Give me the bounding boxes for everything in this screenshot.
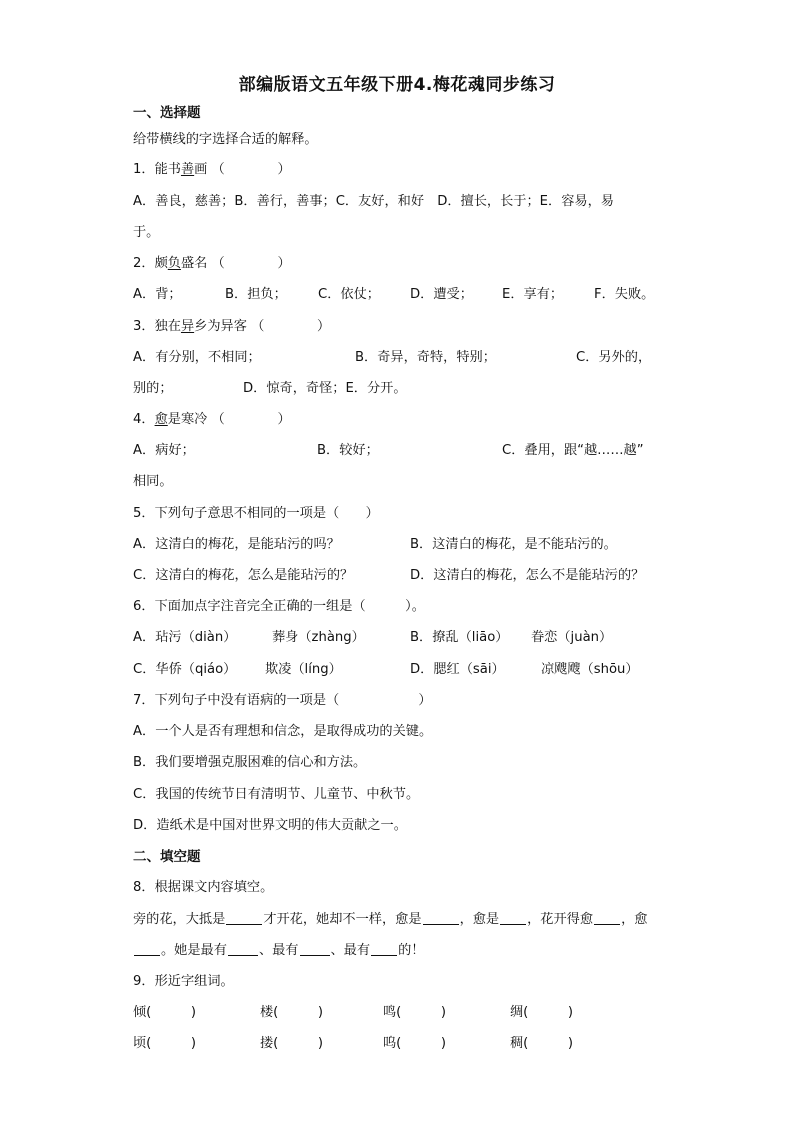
question-7-option-a: A．一个人是否有理想和信念，是取得成功的关键。 (133, 724, 433, 739)
question-5: 5．下列句子意思不相同的一项是（ ） (133, 506, 379, 521)
question-4-underlined-char: 愈 (154, 412, 168, 427)
question-2-option-d: D．遭受； (410, 287, 473, 302)
question-6-option-d-2: 凉飕飕（shōu） (541, 662, 639, 677)
question-2-option-c: C．依仗； (318, 287, 380, 302)
instruction-text: 给带横线的字选择合适的解释。 (133, 132, 318, 147)
q8-text-part: ，愈是 (459, 912, 500, 927)
question-1 (133, 161, 291, 179)
q9-word-cell[interactable]: 鸣( ) (383, 1005, 447, 1020)
q8-text-part: 、最有 (330, 943, 371, 958)
q9-word-cell[interactable]: 顷( ) (133, 1036, 197, 1051)
question-3-option-c: C．另外的， (576, 350, 652, 365)
question-2-option-f: F．失败。 (594, 287, 655, 302)
question-4 (133, 411, 291, 429)
question-4-option-a: A．病好； (133, 443, 195, 458)
fill-blank[interactable] (226, 910, 262, 925)
question-6: 6．下面加点字注音完全正确的一组是（ ）。 (133, 599, 425, 614)
question-1-underlined-char: 善 (180, 162, 195, 177)
question-3-option-de: D．惊奇，奇怪；E．分开。 (243, 381, 407, 396)
question-2-option-b: B．担负； (225, 287, 287, 302)
question-8-text-line-1 (133, 910, 647, 929)
question-6-option-a-2: 葬身（zhàng） (272, 630, 365, 645)
question-1-options-line-2: 于。 (133, 225, 160, 240)
question-7-option-d: D．造纸术是中国对世界文明的伟大贡献之一。 (133, 818, 407, 833)
question-5-option-c: C．这清白的梅花，怎么是能玷污的？ (133, 568, 354, 583)
question-6-option-b-2: 眷恋（juàn） (531, 630, 613, 645)
question-4-option-b: B．较好； (317, 443, 379, 458)
fill-blank[interactable] (423, 910, 459, 925)
question-3-option-b: B．奇异，奇特，特别； (355, 350, 496, 365)
question-5-option-d: D．这清白的梅花，怎么不是能玷污的？ (410, 568, 645, 583)
question-3-prefix: 3．独在 (133, 319, 181, 334)
fill-blank[interactable] (500, 910, 526, 925)
question-6-option-c-2: 欺凌（líng） (265, 662, 342, 677)
page-title: 部编版语文五年级下册4.梅花魂同步练习 (238, 75, 556, 95)
q9-word-cell[interactable]: 楼( ) (260, 1005, 324, 1020)
question-6-option-a-1: A．玷污（diàn） (133, 630, 237, 645)
question-5-option-b: B．这清白的梅花，是不能玷污的。 (410, 537, 617, 552)
fill-blank[interactable] (594, 910, 620, 925)
question-2-underlined-char: 负 (167, 256, 181, 271)
question-8: 8．根据课文内容填空。 (133, 880, 274, 895)
question-8-text-line-2 (133, 941, 424, 960)
question-6-option-c-1: C．华侨（qiáo） (133, 662, 237, 677)
question-1-options-line-1: A．善良，慈善；B．善行，善事；C．友好，和好 D．擅长，长于；E．容易，易 (133, 194, 614, 209)
question-4-option-c: C．叠用，跟“越……越” (502, 443, 644, 458)
q9-word-cell[interactable]: 呜( ) (383, 1036, 447, 1051)
fill-blank[interactable] (134, 941, 160, 956)
question-2 (133, 255, 291, 273)
q9-word-cell[interactable]: 绸( ) (510, 1005, 574, 1020)
section-heading-fill: 二、填空题 (133, 849, 201, 865)
question-2-prefix: 2．颇 (133, 256, 168, 271)
question-7: 7．下列句子中没有语病的一项是（ ） (133, 693, 432, 708)
question-4-prefix: 4． (133, 412, 155, 427)
question-3-option-a: A．有分别，不相同； (133, 350, 261, 365)
question-6-option-b-1: B．撩乱（liāo） (410, 630, 509, 645)
q8-text-part: 、最有 (258, 943, 299, 958)
q9-word-cell[interactable]: 搂( ) (260, 1036, 324, 1051)
question-1-suffix: 画 （ ） (194, 162, 291, 177)
question-3-option-c-cont: 别的； (133, 381, 173, 396)
fill-blank[interactable] (371, 941, 397, 956)
question-5-option-a: A．这清白的梅花，是能玷污的吗？ (133, 537, 340, 552)
fill-blank[interactable] (228, 941, 258, 956)
q8-text-part: 的！ (398, 943, 425, 958)
fill-blank[interactable] (300, 941, 330, 956)
q8-text-part: 旁的花，大抵是 (133, 912, 226, 927)
question-7-option-c: C．我国的传统节日有清明节、儿童节、中秋节。 (133, 787, 420, 802)
question-7-option-b: B．我们要增强克服困难的信心和方法。 (133, 755, 367, 770)
question-1-prefix: 1．能书 (133, 162, 181, 177)
section-heading-choice: 一、选择题 (133, 105, 201, 121)
question-2-option-a: A．背； (133, 287, 182, 302)
question-3 (133, 318, 330, 336)
question-9: 9．形近字组词。 (133, 974, 234, 989)
q8-text-part: 。她是最有 (161, 943, 227, 958)
question-4-suffix: 是寒冷 （ ） (167, 412, 291, 427)
q8-text-part: ，愈 (621, 912, 648, 927)
question-3-suffix: 乡为异客 （ ） (194, 319, 331, 334)
question-3-underlined-char: 异 (180, 319, 195, 334)
question-6-option-d-1: D．腮红（sāi） (410, 662, 505, 677)
question-4-option-c-cont: 相同。 (133, 474, 173, 489)
q9-word-cell[interactable]: 倾( ) (133, 1005, 197, 1020)
q8-text-part: 才开花，她却不一样，愈是 (263, 912, 422, 927)
question-2-suffix: 盛名 （ ） (180, 256, 291, 271)
q8-text-part: ，花开得愈 (527, 912, 594, 927)
question-2-option-e: E．享有； (502, 287, 564, 302)
q9-word-cell[interactable]: 稠( ) (510, 1036, 574, 1051)
